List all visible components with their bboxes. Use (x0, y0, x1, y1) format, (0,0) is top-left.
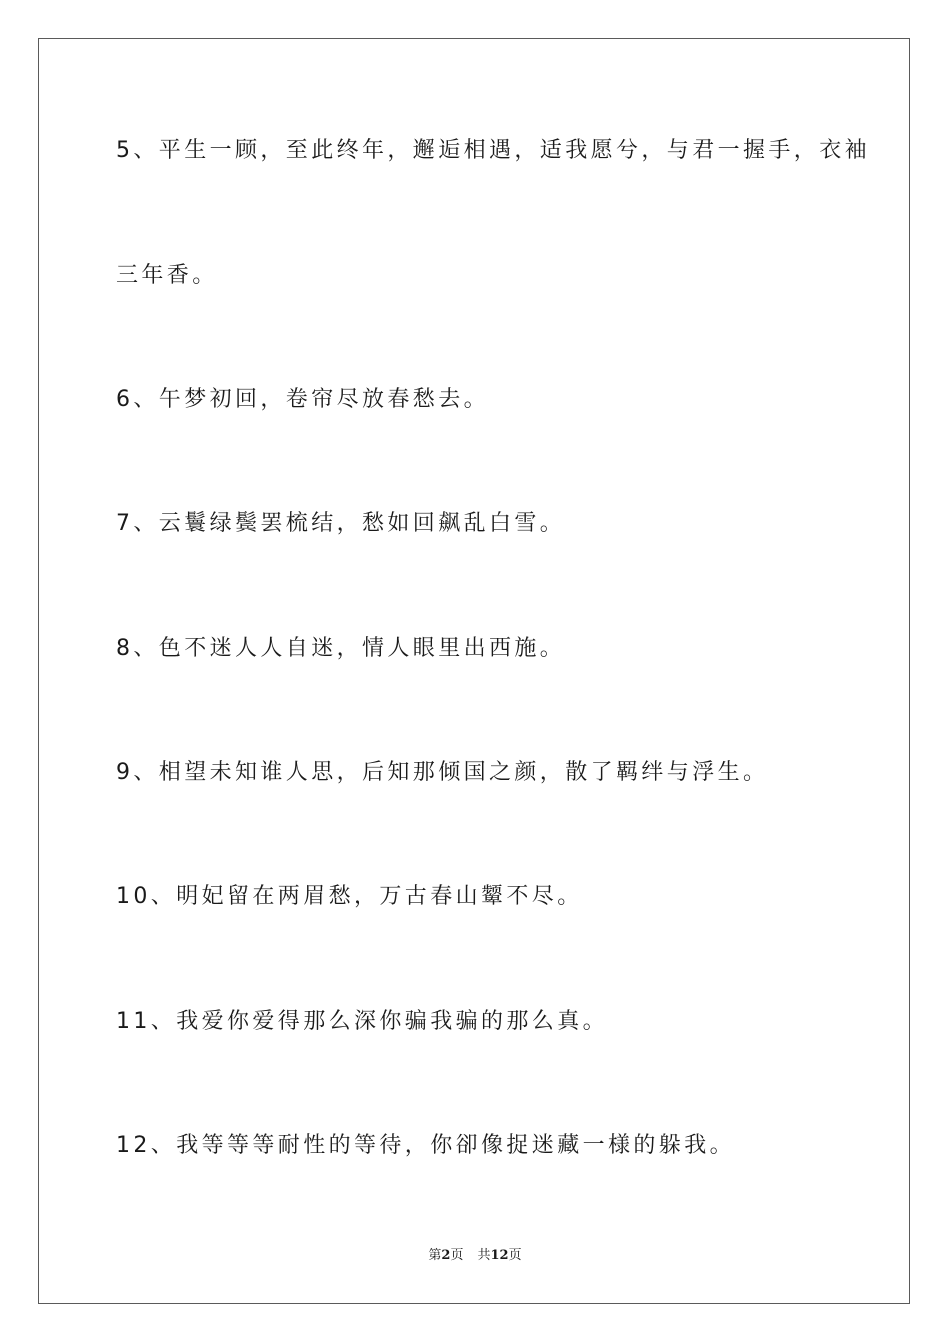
page-border (38, 38, 910, 1304)
text-line-3: 6、午梦初回，卷帘尽放春愁去。 (116, 387, 489, 412)
text-line-9: 12、我等等等耐性的等待，你卻像捉迷藏一様的躲我。 (116, 1133, 735, 1158)
page-footer (0, 1248, 950, 1264)
text-line-8: 11、我爱你爱得那么深你骗我骗的那么真。 (116, 1009, 608, 1034)
page-label: 第2页 (428, 1248, 464, 1263)
text-line-7: 10、明妃留在两眉愁，万古春山颦不尽。 (116, 884, 583, 909)
text-line-2: 三年香。 (116, 263, 218, 288)
text-line-1: 5、平生一顾，至此终年，邂逅相遇，适我愿兮，与君一握手，衣袖 (116, 138, 870, 163)
text-line-6: 9、相望未知谁人思，后知那倾国之颜，散了羁绊与浮生。 (116, 760, 769, 785)
total-pages-label: 共12页 (477, 1248, 522, 1263)
text-line-5: 8、色不迷人人自迷，情人眼里出西施。 (116, 636, 566, 661)
text-line-4: 7、云鬟绿鬓罢梳结，愁如回飙乱白雪。 (116, 511, 566, 536)
